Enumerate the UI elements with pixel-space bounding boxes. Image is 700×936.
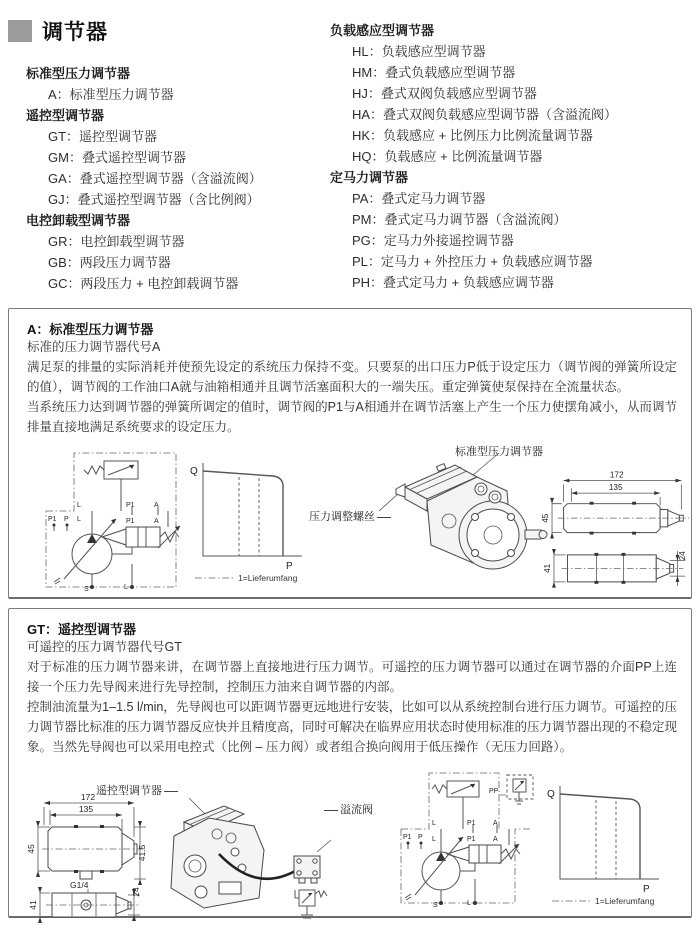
index-item: PM：叠式定马力调节器（含溢流阀） [352,212,567,227]
index-group-heading: 定马力调节器 [330,170,409,185]
relief-valve-label: 溢流阀 [340,804,373,816]
pump-callout-label: 标准型压力调节器 [455,446,543,458]
hydraulic-circuit-diagram [34,449,182,594]
circuit-port-label: P1 [467,820,476,827]
y-axis-label: Q [190,466,198,477]
x-axis-label: P [286,561,293,572]
legend-label: 1=Lieferumfang [238,573,298,583]
index-item: GR：电控卸载型调节器 [48,234,185,249]
index-item: HA：叠式双阀负载感应型调节器（含溢流阀） [352,107,618,122]
paragraph: 对于标准的压力调节器来讲，在调节器上直接地进行压力调节。可遥控的压力调节器可以通过在调节器的介面PP上连接一个压力先导阀来进行先导控制，控制压力油来自调节器的内部。 [27,660,677,694]
x-axis-label: P [643,884,650,895]
dim-height-bottom: 41 [543,563,553,573]
circuit-port-label: P1 [467,836,476,843]
index-item: GT：遥控型调节器 [48,129,158,144]
circuit-port-label: L [124,584,128,591]
circuit-port-label: P1 [403,834,412,841]
y-axis-label: Q [547,789,555,800]
index-item: GA：叠式遥控型调节器（含溢流阀） [48,171,262,186]
circuit-port-label: P1 [126,502,135,509]
dim-overall: 172 [80,792,96,802]
relief-valve-callout [322,801,373,817]
pump-callout-label: 遥控型调节器 [96,785,162,797]
dim-tip: 24 [131,887,141,897]
circuit-port-label: S [84,586,89,593]
circuit-port-label: L [77,516,81,523]
index-column-left [26,63,326,294]
circuit-port-label: P [64,516,69,523]
index-item: HQ：负载感应 + 比例流量调节器 [352,149,543,164]
circuit-port-label: L [432,836,436,843]
index-item: HL：负载感应型调节器 [352,44,486,59]
qp-curve-chart [544,774,669,909]
index-item: GM：叠式遥控型调节器 [48,150,186,165]
index-item: HK：负载感应 + 比例压力比例流量调节器 [352,128,593,143]
pump-illustration [149,794,339,924]
leader-line [324,810,338,811]
index-item: PG：定马力外接遥控调节器 [352,233,514,248]
dim-inner: 135 [78,804,94,814]
panel-standard-regulator [8,308,692,599]
index-item: HM：叠式负载感应型调节器 [352,65,516,80]
dim-port-label: G1/4 [70,880,89,890]
paragraph: 控制油流量为1–1.5 l/min，先导阀也可以距调节器更远地进行安装，比如可以从系统控制台进行压力调节。可遥控的压力调节器比标准的压力调节器反应快并且精度高，同时可解决在临界应用状态时使用标准的压力调节器出现的不稳定现象。当然先导阀也可以采用电控式（比例 – 压力阀）或者组合换向阀用于低压操作（无压力回路）。 [27,700,678,754]
circuit-port-label: L [467,900,471,907]
index-item: A：标准型压力调节器 [48,87,174,102]
dim-tip: 24 [678,551,688,561]
index-item: GC：两段压力 + 电控卸载调节器 [48,276,239,291]
panel-remote-regulator [8,608,692,918]
dim-height-bottom: 41 [28,900,38,910]
dim-height-right: 41.5 [137,844,147,862]
circuit-port-label: P [418,834,423,841]
dim-height-top: 45 [541,513,551,523]
paragraph: 标准的压力调节器代号A [27,340,161,354]
dim-height-top: 45 [26,844,36,854]
paragraph: 可遥控的压力调节器代号GT [27,640,182,654]
circuit-port-label: P1 [126,518,135,525]
index-item: PA：叠式定马力调节器 [352,191,486,206]
page-title: 调节器 [42,21,108,44]
index-column-right [330,20,695,293]
pump-illustration [377,449,549,591]
panel-a-text [27,337,677,437]
section-marker-icon [8,20,32,42]
qp-curve-chart [187,451,312,586]
panel-gt-title: GT：遥控型调节器 [27,622,137,637]
index-item: HJ：叠式双阀负载感应型调节器 [352,86,537,101]
index-group-heading: 遥控型调节器 [26,108,105,123]
paragraph: 当系统压力达到调节器的弹簧所调定的值时，调节阀的P1与A相通并在调节活塞上产生一个压力使摆角减小，从而调节排量直接地满足系统要求的设定压力。 [27,400,677,434]
index-item: GB：两段压力调节器 [48,255,171,270]
circuit-port-label: P1 [48,516,57,523]
dimension-drawing [525,449,691,597]
page-header [8,16,108,46]
index-item: GJ：叠式遥控型调节器（含比例阀） [48,192,260,207]
circuit-port-label: L [432,820,436,827]
hydraulic-circuit-diagram [389,767,539,907]
circuit-port-label: A [154,518,159,525]
index-item: PH：叠式定马力 + 负载感应调节器 [352,275,554,290]
dim-inner: 135 [608,483,623,493]
circuit-port-label: A [493,820,498,827]
dim-overall: 172 [609,470,624,480]
screw-callout-label: 压力调整螺丝 [309,511,375,523]
index-group-heading: 电控卸载型调节器 [26,213,131,228]
index-group-heading: 负载感应型调节器 [330,23,435,38]
circuit-port-label: S [433,902,438,907]
leader-line [164,791,178,792]
dimension-drawing [26,789,148,929]
index-group-heading: 标准型压力调节器 [26,66,131,81]
circuit-port-label: PP [489,788,499,795]
circuit-port-label: A [493,836,498,843]
circuit-port-label: A [154,502,159,509]
paragraph: 满足泵的排量的实际消耗并使预先设定的系统压力保持不变。只要泵的出口压力P低于设定压力（调节阀的弹簧所设定的值），调节阀的工作油口A就与油箱相通并且调节活塞面积大的一端失压。重定弹簧使泵保持在全流量状态。 [27,360,677,394]
panel-a-title: A：标准型压力调节器 [27,322,154,337]
legend-label: 1=Lieferumfang [595,896,655,906]
panel-gt-text [27,637,677,757]
circuit-port-label: L [77,502,81,509]
index-item: PL：定马力 + 外控压力 + 负载感应调节器 [352,254,593,269]
